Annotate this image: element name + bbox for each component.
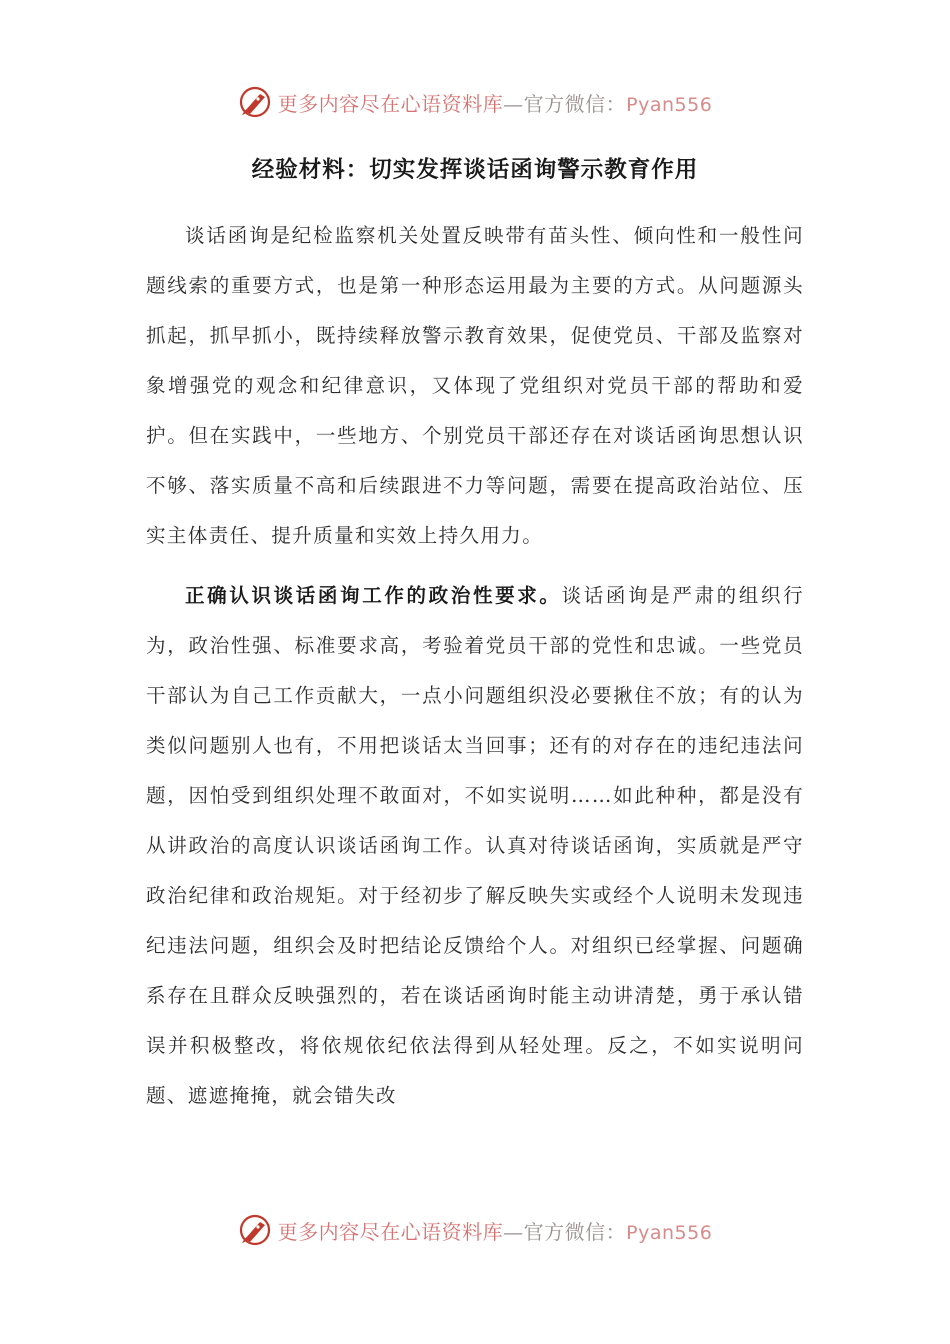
paragraph-1: [146, 211, 804, 561]
banner-wechat-handle: Pyan556: [626, 1221, 713, 1244]
banner-wechat-label: —官方微信：: [503, 1219, 627, 1244]
banner-wechat-handle: Pyan556: [626, 93, 713, 116]
paragraph-2-lead: 正确认识谈话函询工作的政治性要求。: [185, 584, 562, 607]
banner-wechat-label: —官方微信：: [503, 91, 627, 116]
paragraph-2: [146, 571, 804, 1121]
banner-library-text: 更多内容尽在心语资料库: [277, 91, 504, 116]
banner-library-text: 更多内容尽在心语资料库: [277, 1219, 504, 1244]
banner-text: [278, 88, 713, 117]
footer-banner: [0, 1210, 950, 1250]
paragraph-2-body: 谈话函询是严肃的组织行为，政治性强、标准要求高，考验着党员干部的党性和忠诚。一些党员干部认为自己工作贡献大，一点小问题组织没必要揪住不放；有的认为类似问题别人也有，不用把谈话太当回事；还有的对存在的违纪违法问题，因怕受到组织处理不敢面对，不如实说明……如此种种，都是没有从讲政治的高度认识谈话函询工作。认真对待谈话函询，实质就是严守政治纪律和政治规矩。对于经初步了解反映失实或经个人说明未发现违纪违法问题，组织会及时把结论反馈给个人。对组织已经掌握、问题确系存在且群众反映强烈的，若在谈话函询时能主动讲清楚，勇于承认错误并积极整改，将依规依纪依法得到从轻处理。反之，不如实说明问题、遮遮掩掩，就会错失改: [146, 584, 804, 1107]
document-title: 经验材料：切实发挥谈话函询警示教育作用: [251, 157, 699, 183]
pen-nib-logo-icon: [238, 1213, 272, 1247]
header-banner: [0, 82, 950, 122]
paragraph-2-text: [146, 571, 804, 1121]
paragraph-1-text: 谈话函询是纪检监察机关处置反映带有苗头性、倾向性和一般性问题线索的重要方式，也是第一种形态运用最为主要的方式。从问题源头抓起，抓早抓小，既持续释放警示教育效果，促使党员、干部及监察对象增强党的观念和纪律意识，又体现了党组织对党员干部的帮助和爱护。但在实践中，一些地方、个别党员干部还存在对谈话函询思想认识不够、落实质量不高和后续跟进不力等问题，需要在提高政治站位、压实主体责任、提升质量和实效上持久用力。: [146, 224, 804, 547]
banner-text: [278, 1216, 713, 1245]
pen-nib-logo-icon: [238, 85, 272, 119]
